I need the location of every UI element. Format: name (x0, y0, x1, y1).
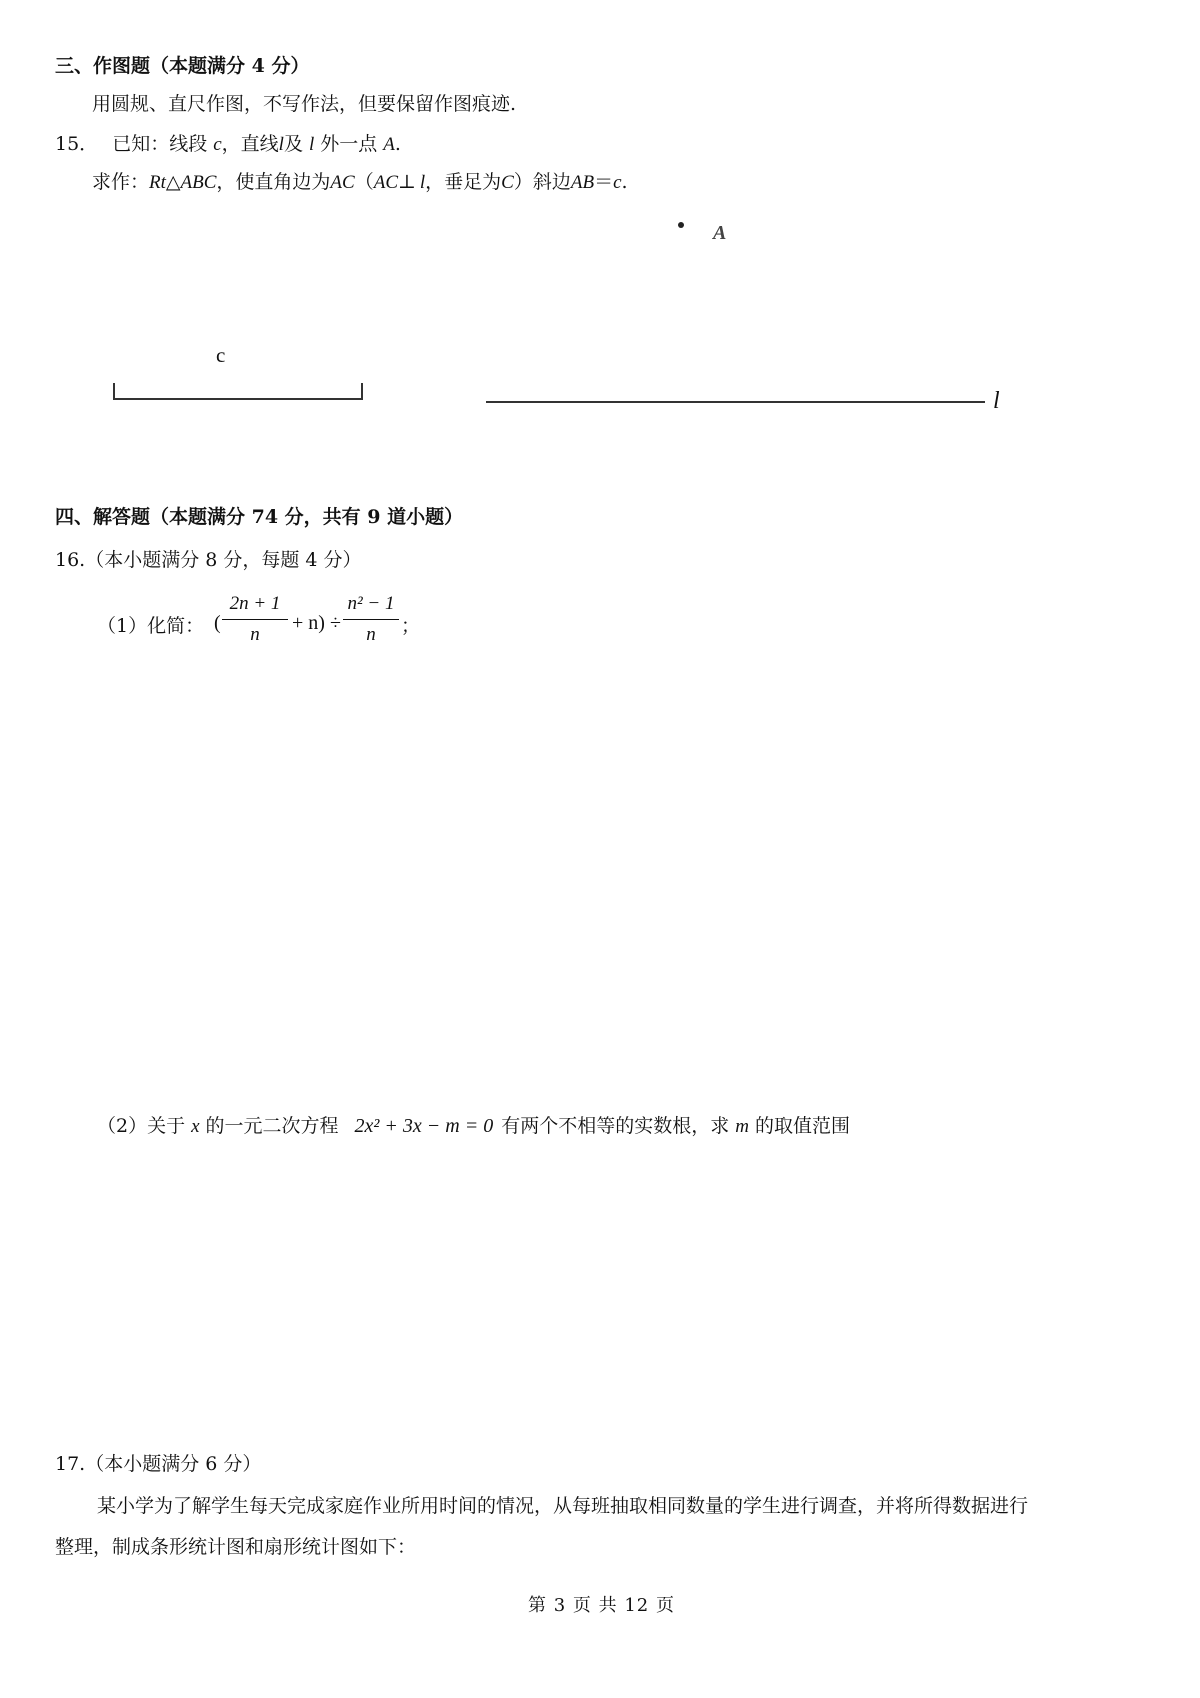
q16-semicolon: ； (401, 615, 421, 637)
segment-c (114, 383, 362, 399)
q15-perp: ⊥ (398, 171, 416, 193)
q15-var-c2: c (613, 172, 622, 193)
q15-construct-prefix: 求作： (92, 171, 150, 193)
q16-var-x: x (191, 1116, 200, 1137)
q15-construct-end: . (621, 171, 628, 193)
point-A-label: A (713, 222, 727, 244)
q16-part2-prefix: （2）关于 (97, 1115, 186, 1137)
q15-eq: ＝ (594, 171, 614, 193)
q16-part1-label: （1）化简： (97, 615, 205, 637)
q16-part2-mid: 的一元二次方程 (205, 1115, 339, 1137)
q15-paren-close: ）斜边 (513, 171, 571, 193)
q15-given-line (55, 132, 401, 157)
q15-var-l2: l (308, 134, 315, 155)
q16-fraction-2 (343, 593, 399, 646)
q15-var-AC2: AC (373, 172, 398, 193)
q16-plus-n: + n) ÷ (292, 612, 341, 634)
q16-var-m: m (735, 1116, 749, 1137)
q16-equation: 2x² + 3x − m = 0 (354, 1115, 494, 1137)
q15-paren-open: （ (354, 171, 374, 193)
q16-frac1-bar (222, 619, 288, 620)
q15-var-l: l (278, 134, 284, 155)
q15-var-A: A (383, 134, 395, 155)
q16-frac2-num: n² − 1 (347, 593, 395, 614)
q15-number: 15． (55, 133, 99, 155)
q15-triangle: △ABC (165, 172, 217, 193)
q16-part2-line (97, 1114, 850, 1139)
q16-fraction-1 (222, 593, 288, 646)
section-4-heading: 四、解答题（本题满分 74 分，共有 9 道小题） (55, 506, 464, 528)
section-3-heading: 三、作图题（本题满分 4 分） (55, 55, 310, 77)
q15-construct-line (92, 170, 628, 195)
q15-construct-mid2: ，垂足为 (425, 171, 502, 193)
q15-var-AB: AB (570, 172, 595, 193)
q16-frac1-num: 2n + 1 (229, 593, 281, 614)
q16-frac1-den: n (250, 624, 260, 645)
q17-body-line-2: 整理，制成条形统计图和扇形统计图如下： (55, 1536, 417, 1558)
q15-rt: Rt (149, 172, 166, 193)
q15-var-C: C (501, 172, 514, 193)
q16-header: 16.（本小题满分 8 分，每题 4 分） (55, 549, 362, 571)
line-l-label: l (993, 388, 1000, 414)
q15-var-c: c (213, 134, 222, 155)
q15-var-l3: l (419, 172, 426, 193)
q15-given-prefix: 已知：线段 (112, 133, 208, 155)
section-3-instruction: 用圆规、直尺作图，不写作法，但要保留作图痕迹. (92, 93, 517, 115)
q16-frac2-den: n (366, 624, 376, 645)
q15-construct-mid1: ，使直角边为 (216, 171, 331, 193)
q16-paren-left: ( (214, 612, 221, 634)
page-footer: 第 3 页 共 12 页 (528, 1595, 675, 1616)
q15-given-end: . (394, 133, 401, 155)
q16-frac2-bar (343, 619, 399, 620)
q16-part2-mid2: 有两个不相等的实数根，求 (501, 1115, 730, 1137)
point-A-dot (678, 222, 684, 228)
q15-given-mid3: 外一点 (320, 133, 378, 155)
q17-header: 17.（本小题满分 6 分） (55, 1453, 262, 1475)
q17-body-line-1: 某小学为了解学生每天完成家庭作业所用时间的情况，从每班抽取相同数量的学生进行调查，并将所得数据进行 (97, 1495, 1029, 1517)
q15-var-AC: AC (330, 172, 355, 193)
segment-c-label: c (216, 343, 226, 367)
q15-given-mid1: ，直线 (221, 133, 279, 155)
q15-given-mid2: 及 (283, 133, 303, 155)
q16-part2-end: 的取值范围 (754, 1115, 850, 1137)
q15-figure (0, 200, 1200, 430)
